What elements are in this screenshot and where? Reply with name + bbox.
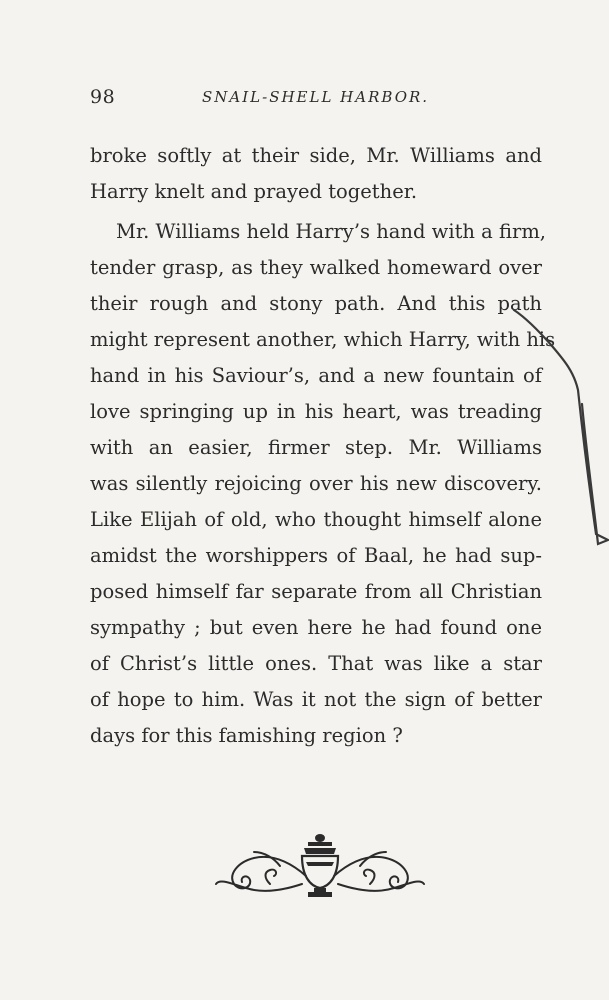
- text-line: was silently rejoicing over his new discovery.: [90, 472, 542, 495]
- text-line: tender grasp, as they walked homeward over: [90, 256, 542, 279]
- text-line: amidst the worshippers of Baal, he had sup-: [90, 544, 542, 567]
- urn-ornament-icon: [210, 832, 430, 902]
- text-line: broke softly at their side, Mr. Williams and: [90, 144, 542, 167]
- text-line: might represent another, which Harry, with his: [90, 328, 556, 351]
- text-line: with an easier, firmer step. Mr. Williams: [90, 436, 542, 459]
- text-line: hand in his Saviour’s, and a new fountain of: [90, 364, 542, 387]
- text-line: Like Elijah of old, who thought himself alone: [90, 508, 542, 531]
- page-number: 98: [90, 86, 116, 108]
- text-line: their rough and stony path. And this path: [90, 292, 542, 315]
- text-line: of Christ’s little ones. That was like a star: [90, 652, 542, 675]
- text-line: days for this famishing region ?: [90, 724, 403, 747]
- text-line: love springing up in his heart, was treading: [90, 400, 542, 423]
- page-header: [90, 86, 542, 114]
- text-line: Harry knelt and prayed together.: [90, 180, 418, 203]
- text-line: of hope to him. Was it not the sign of better: [90, 688, 542, 711]
- text-line: posed himself far separate from all Christian: [90, 580, 542, 603]
- running-head: SNAIL-SHELL HARBOR.: [202, 88, 430, 106]
- text-line: sympathy ; but even here he had found one: [90, 616, 542, 639]
- margin-bracket-mark: [512, 308, 609, 548]
- text-line: Mr. Williams held Harry’s hand with a firm,: [116, 220, 547, 243]
